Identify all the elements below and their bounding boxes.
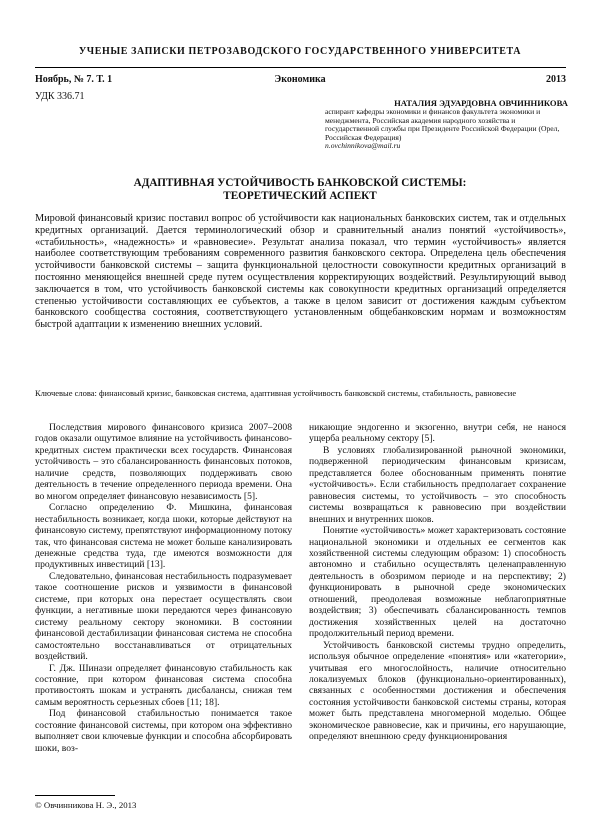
paragraph: В условиях глобализированной рыночной экономики, подверженной периодическим финансовым кризисам, представляется более обоснованным применять понятие «устойчивость». Если стабильность предполагает сохранение равновесия системы, то устойчивость – это способность системы возвращаться к равновесию при воздействии внешних и внутренних шоков.: [309, 444, 566, 525]
article-title: [0, 177, 600, 202]
section-name: Экономика: [274, 74, 326, 85]
keywords: Ключевые слова: финансовый кризис, банковская система, адаптивная устойчивость банковской системы, стабильность, равновесие: [35, 388, 517, 398]
left-column: [35, 422, 292, 754]
paragraph: Следовательно, финансовая нестабильность подразумевает такое соотношение рисков и уязвимости в финансовой системе, при которых она перестает осуществлять свои функции, а негативные шоки передаются через финансовую систему реальному сектору экономики. В состоянии финансовой дестабилизации финансовая система не способна самостоятельно восстанавливаться от отрицательных воздействий.: [35, 570, 292, 663]
paragraph: Г. Дж. Шинази определяет финансовую стабильность как состояние, при котором финансовая система способна противостоять шокам и устранять дисбалансы, снижая тем самым вероятность серьезных сбоев [11; 18].: [35, 662, 292, 708]
paragraph: Согласно определению Ф. Мишкина, финансовая нестабильность возникает, когда шоки, которые действуют на финансовую систему, препятствуют информационному потоку так, что финансовая система не может больше канализировать денежные средства туда, где имеются возможности для продуктивных инвестиций [13].: [35, 502, 292, 571]
udc-code: УДК 336.71: [35, 91, 85, 102]
copyright: © Овчинникова Н. Э., 2013: [35, 800, 137, 810]
issue-year: 2013: [546, 74, 566, 85]
paragraph: Понятие «устойчивость» может характеризовать состояние национальной экономики и отдельных ее сегментов как хозяйственной системы следующим образом: 1) способность автономно и стабильно осуществлять целенаправленную деятельность в обозримом периоде и на перспективу; 2) функционировать в рыночной среде экономических отношений, преодолевая возможные неблагоприятные воздействия; 3) обеспечивать сбалансированность темпов достижения хозяйственных целей на достаточно продолжительный период времени.: [309, 525, 566, 640]
header-divider: [35, 67, 566, 68]
author-email[interactable]: n.ovchinnikova@mail.ru: [325, 141, 401, 151]
issue-info: Ноябрь, № 7. Т. 1: [35, 74, 113, 85]
title-line-2: ТЕОРЕТИЧЕСКИЙ АСПЕКТ: [223, 189, 377, 202]
paragraph: Устойчивость банковской системы трудно определить, используя обычное определение «понятия» или «категории», учитывая его многослойность, наличие относительно локализуемых блоков (функционально-ориентированных), связанных с особенностями достижения и обеспечения состояния устойчивости банковской системы страны, которая может быть представлена многомерной моделью. Общее экономическое равновесие, как и причины, его нарушающие, определяют внешнюю среду функционирования: [309, 639, 566, 743]
abstract-text: Мировой финансовый кризис поставил вопрос об устойчивости как национальных банковских систем, так и отдельных кредитных организаций. Дается терминологический обзор и сравнительный анализ понятий «устойчивость», «стабильность», «надежность» и «равновесие». Результат анализа показал, что термин «устойчивость» является наиболее соответствующим требованиям современного развития банковского сектора. Определена цель обеспечения устойчивости банковской системы – защита функциональной целостности совокупности кредитных организаций в постоянно меняющейся внешней среде путем осуществления корректирующих воздействий. Результирующий вывод заключается в том, что устойчивость банковской системы как совокупности кредитных организаций определяется степенью устойчивости составляющих ее субъектов, а также в целом зависит от достижения каждым субъектом банковского сообщества состояния, соответствующего установленным общебанковским нормам и возможностям быстрой адаптации к изменению внешних условий.: [35, 213, 566, 331]
paragraph: Последствия мирового финансового кризиса 2007–2008 годов оказали ощутимое влияние на устойчивость финансово-кредитных систем практически всех государств. Финансовая устойчивость – это сбалансированность финансовых потоков, наличие средств, позволяющих поддерживать свою деятельность в течение определенного периода времени. Она во многом определяет финансовую независимость [5].: [35, 422, 292, 502]
right-column: [309, 422, 566, 743]
paragraph: никающие эндогенно и экзогенно, внутри себя, не нанося ущерба реальному сектору [5].: [309, 422, 566, 445]
author-affiliation: аспирант кафедры экономики и финансов факультета экономики и менеджмента, Российская академия народного хозяйства и государственной службы при Президенте Российской Федерации (Орел, Российская Федерация): [325, 107, 560, 142]
journal-title: УЧЕНЫЕ ЗАПИСКИ ПЕТРОЗАВОДСКОГО ГОСУДАРСТВЕННОГО УНИВЕРСИТЕТА: [78, 46, 522, 57]
title-line-1: АДАПТИВНАЯ УСТОЙЧИВОСТЬ БАНКОВСКОЙ СИСТЕМЫ:: [133, 177, 467, 189]
author-block: [325, 99, 568, 150]
footnote-divider: [35, 795, 115, 796]
abstract: [35, 213, 566, 331]
paragraph: Под финансовой стабильностью понимается такое состояние финансовой системы, при котором она эффективно выполняет свои ключевые функции и способна абсорбировать шоки, воз-: [35, 708, 292, 754]
author-name: НАТАЛИЯ ЭДУАРДОВНА ОВЧИННИКОВА: [394, 98, 568, 108]
